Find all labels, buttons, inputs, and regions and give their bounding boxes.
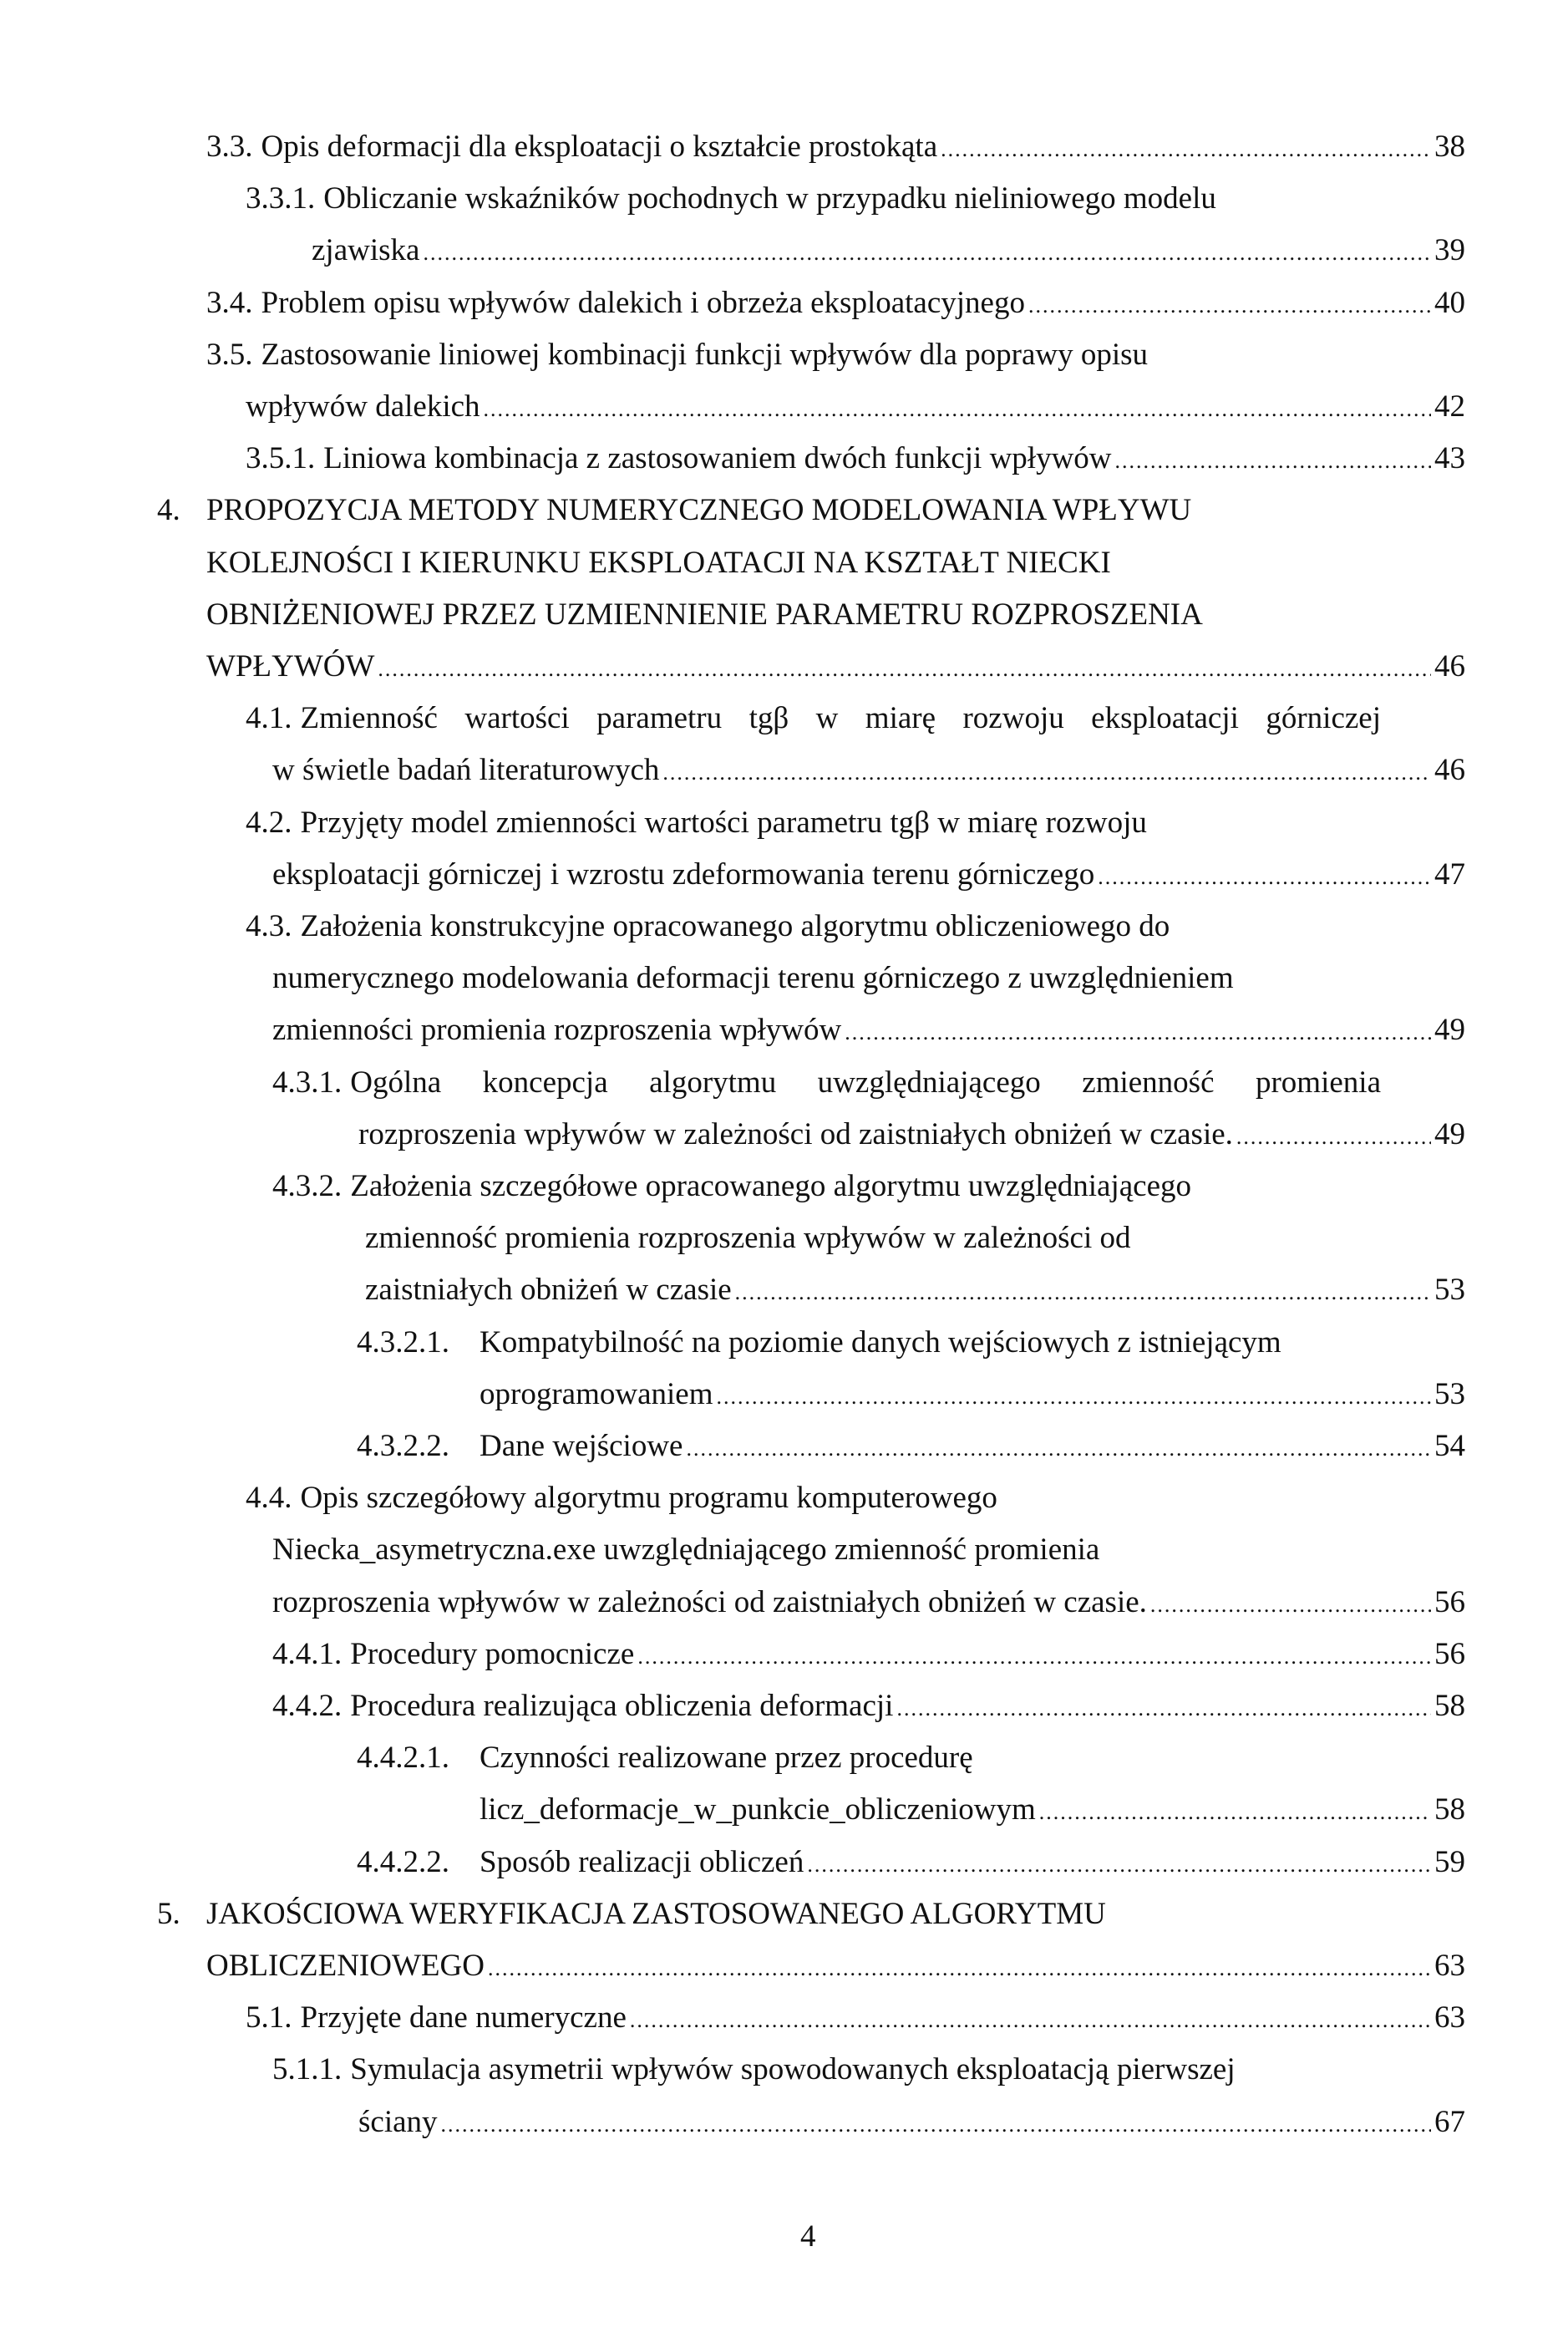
toc-entry-title: Procedury pomocnicze — [350, 1636, 635, 1671]
toc-entry[interactable] — [272, 1166, 1191, 1207]
toc-entry-title: zmienności promienia rozproszenia wpływów — [272, 1013, 842, 1048]
toc-entry-number: 4.3.2.2. — [357, 1429, 449, 1463]
toc-entry-page: 43 — [1434, 441, 1465, 476]
toc-entry-number: 5. — [157, 1896, 180, 1931]
dot-leader — [488, 1948, 1431, 1990]
toc-entry[interactable] — [272, 854, 1465, 896]
toc-entry-number: 3.4. — [206, 285, 253, 320]
dot-leader — [686, 1428, 1431, 1470]
dot-leader — [941, 129, 1431, 170]
toc-entry-title: oprogramowaniem — [480, 1376, 713, 1411]
toc-entry-page: 56 — [1434, 1584, 1465, 1619]
toc-entry[interactable] — [272, 1529, 1099, 1571]
toc-entry[interactable] — [480, 1374, 1465, 1416]
toc-entry-page: 54 — [1434, 1429, 1465, 1463]
toc-entry-number: 4.4.2.2. — [357, 1844, 449, 1879]
dot-leader — [716, 1376, 1431, 1418]
toc-entry-title: WPŁYWÓW — [206, 649, 375, 684]
toc-entry-page: 53 — [1434, 1273, 1465, 1308]
toc-entry-title: zmienność promienia rozproszenia wpływów w zależności od — [365, 1221, 1131, 1256]
toc-entry[interactable] — [206, 542, 1111, 584]
toc-entry-number: 4.4. — [246, 1481, 292, 1516]
toc-entry[interactable] — [246, 178, 1216, 220]
toc-entry[interactable] — [272, 1009, 1465, 1051]
toc-entry-number: 4.4.1. — [272, 1636, 343, 1671]
toc-entry-number: 4.3.2. — [272, 1169, 343, 1203]
toc-entry-page: 46 — [1434, 753, 1465, 788]
dot-leader — [735, 1272, 1431, 1314]
dot-leader — [662, 752, 1431, 794]
dot-leader — [1236, 1116, 1431, 1158]
toc-entry[interactable] — [246, 386, 1465, 428]
toc-entry-number: 3.3. — [206, 130, 253, 164]
toc-entry-number: 3.5.1. — [246, 441, 316, 476]
dot-leader — [1028, 285, 1431, 327]
toc-entry[interactable] — [272, 1685, 1465, 1727]
dot-leader — [630, 2000, 1431, 2041]
toc-entry-title: Liniowa kombinacja z zastosowaniem dwóch funkcji wpływów — [323, 441, 1112, 476]
toc-entry-number: 4.2. — [246, 805, 292, 840]
toc-entry-title: Zastosowanie liniowej kombinacji funkcji wpływów dla poprawy opisu — [261, 337, 1149, 372]
toc-entry[interactable] — [272, 958, 1234, 999]
toc-entry-title: eksploatacji górniczej i wzrostu zdeformowania terenu górniczego — [272, 856, 1095, 892]
toc-entry-title: Sposób realizacji obliczeń — [480, 1844, 804, 1879]
toc-entry[interactable] — [480, 1789, 1465, 1831]
toc-entry-title: KOLEJNOŚCI I KIERUNKU EKSPLOATACJI NA KSZTAŁT NIECKI — [206, 545, 1111, 580]
dot-leader — [845, 1012, 1431, 1054]
toc-entry-title: OBLICZENIOWEGO — [206, 1949, 485, 1983]
toc-entry-page: 53 — [1434, 1376, 1465, 1411]
dot-leader — [1039, 1792, 1431, 1833]
toc-entry-title: w świetle badań literaturowych — [272, 753, 660, 788]
toc-entry[interactable] — [357, 1842, 1465, 1883]
toc-entry-title: Dane wejściowe — [480, 1429, 683, 1463]
toc-entry[interactable] — [357, 1426, 1465, 1467]
toc-entry[interactable] — [358, 2102, 1465, 2143]
toc-entry-title: Przyjęty model zmienności wartości parametru tgβ w miarę rozwoju — [300, 805, 1147, 840]
toc-entry-page: 58 — [1434, 1792, 1465, 1827]
toc-entry-title: zjawiska — [312, 233, 420, 268]
toc-entry[interactable] — [365, 1217, 1130, 1259]
toc-entry-number: 4. — [157, 493, 180, 528]
toc-entry[interactable] — [246, 1477, 997, 1519]
toc-entry-title: Założenia konstrukcyjne opracowanego algorytmu obliczeniowego do — [300, 909, 1170, 943]
toc-entry-page: 59 — [1434, 1844, 1465, 1879]
dot-leader — [1098, 856, 1431, 898]
toc-entry[interactable] — [206, 282, 1465, 324]
toc-entry-page: 46 — [1434, 649, 1465, 684]
toc-entry-number: 4.3.2.1. — [357, 1324, 449, 1360]
toc-entry[interactable] — [206, 1945, 1465, 1987]
dot-leader — [423, 232, 1431, 274]
toc-entry-title: JAKOŚCIOWA WERYFIKACJA ZASTOSOWANEGO ALGORYTMU — [206, 1896, 1106, 1931]
toc-entry-title: Zmienność wartości parametru tgβ w miarę rozwoju eksploatacji górniczej — [300, 701, 1381, 736]
dot-leader — [1150, 1584, 1431, 1626]
toc-entry[interactable] — [365, 1269, 1465, 1311]
toc-entry[interactable] — [157, 490, 1191, 531]
toc-entry-page: 49 — [1434, 1013, 1465, 1048]
toc-entry[interactable] — [157, 1893, 1106, 1935]
toc-entry-title: Kompatybilność na poziomie danych wejściowych z istniejącym — [480, 1324, 1281, 1360]
toc-entry-title: zaistniałych obniżeń w czasie — [365, 1273, 732, 1308]
toc-entry-title: wpływów dalekich — [246, 389, 480, 424]
toc-entry[interactable] — [246, 802, 1147, 844]
toc-entry[interactable] — [272, 750, 1465, 791]
dot-leader — [441, 2104, 1431, 2146]
toc-entry-number: 4.4.2.1. — [357, 1741, 449, 1776]
toc-entry-number: 3.3.1. — [246, 181, 316, 216]
toc-entry-title: Przyjęte dane numeryczne — [300, 2000, 627, 2036]
toc-entry-title: numerycznego modelowania deformacji terenu górniczego z uwzględnieniem — [272, 961, 1234, 996]
toc-entry-number: 5.1.1. — [272, 2052, 343, 2087]
toc-entry[interactable] — [312, 230, 1465, 272]
toc-entry-title: rozproszenia wpływów w zależności od zaistniałych obniżeń w czasie. — [358, 1116, 1233, 1151]
toc-entry-page: 63 — [1434, 2000, 1465, 2036]
toc-entry-title: rozproszenia wpływów w zależności od zaistniałych obniżeń w czasie. — [272, 1584, 1147, 1619]
dot-leader — [807, 1844, 1431, 1886]
toc-entry-page: 39 — [1434, 233, 1465, 268]
dot-leader — [1115, 440, 1431, 482]
toc-entry-title: Opis deformacji dla eksploatacji o kształcie prostokąta — [261, 130, 938, 164]
page-number: 4 — [800, 2219, 816, 2254]
toc-entry-page: 40 — [1434, 285, 1465, 320]
toc-entry-number: 4.4.2. — [272, 1689, 343, 1723]
toc-entry-title: Założenia szczegółowe opracowanego algorytmu uwzględniającego — [350, 1169, 1192, 1203]
toc-entry-page: 63 — [1434, 1949, 1465, 1983]
toc-entry-title: PROPOZYCJA METODY NUMERYCZNEGO MODELOWANIA WPŁYWU — [206, 493, 1192, 528]
toc-entry[interactable] — [206, 126, 1465, 168]
toc-entry-page: 67 — [1434, 2104, 1465, 2139]
toc-entry-title: Opis szczegółowy algorytmu programu komputerowego — [300, 1481, 997, 1516]
toc-entry[interactable] — [357, 1737, 973, 1779]
toc-entry-number: 5.1. — [246, 2000, 292, 2036]
toc-entry-title: Procedura realizująca obliczenia deformacji — [350, 1689, 894, 1723]
toc-entry-number: 4.1. — [246, 701, 292, 736]
toc-entry[interactable] — [357, 1322, 1281, 1364]
toc-entry-title: OBNIŻENIOWEJ PRZEZ UZMIENNIENIE PARAMETRU ROZPROSZENIA — [206, 597, 1203, 632]
toc-entry-page: 56 — [1434, 1636, 1465, 1671]
toc-entry-title: Niecka_asymetryczna.exe uwzględniającego zmienność promienia — [272, 1532, 1100, 1568]
toc-entry[interactable] — [246, 698, 1381, 740]
toc-entry-number: 4.3.1. — [272, 1065, 343, 1100]
toc-entry-page: 49 — [1434, 1116, 1465, 1151]
dot-leader — [896, 1688, 1431, 1730]
toc-entry-number: 4.3. — [246, 909, 292, 943]
toc-entry[interactable] — [246, 1997, 1465, 2039]
toc-entry[interactable] — [272, 2049, 1236, 2091]
toc-entry-number: 3.5. — [206, 337, 253, 372]
toc-entry[interactable] — [246, 906, 1170, 948]
toc-entry-title: ściany — [358, 2104, 438, 2139]
toc-entry-page: 58 — [1434, 1689, 1465, 1723]
toc-entry[interactable] — [246, 438, 1465, 480]
toc-entry-title: Czynności realizowane przez procedurę — [480, 1741, 973, 1776]
toc-entry-page: 47 — [1434, 856, 1465, 892]
toc-entry[interactable] — [358, 1114, 1465, 1156]
toc-entry[interactable] — [206, 594, 1203, 636]
dot-leader — [484, 389, 1431, 430]
toc-entry[interactable] — [272, 1582, 1465, 1624]
toc-entry[interactable] — [272, 1634, 1465, 1675]
toc-entry[interactable] — [272, 1062, 1381, 1104]
toc-entry-title: Ogólna koncepcja algorytmu uwzględniającego zmienność promienia — [350, 1065, 1381, 1100]
toc-entry-title: Obliczanie wskaźników pochodnych w przypadku nieliniowego modelu — [323, 181, 1216, 216]
toc-entry[interactable] — [206, 646, 1465, 688]
toc-entry-title: Problem opisu wpływów dalekich i obrzeża eksploatacyjnego — [261, 285, 1025, 320]
toc-entry-title: licz_deformacje_w_punkcie_obliczeniowym — [480, 1792, 1036, 1827]
toc-entry-page: 42 — [1434, 389, 1465, 424]
toc-entry-title: Symulacja asymetrii wpływów spowodowanych eksploatacją pierwszej — [350, 2052, 1236, 2087]
toc-entry[interactable] — [206, 334, 1148, 376]
toc-entry-page: 38 — [1434, 130, 1465, 164]
dot-leader — [637, 1636, 1431, 1678]
dot-leader — [378, 648, 1431, 690]
